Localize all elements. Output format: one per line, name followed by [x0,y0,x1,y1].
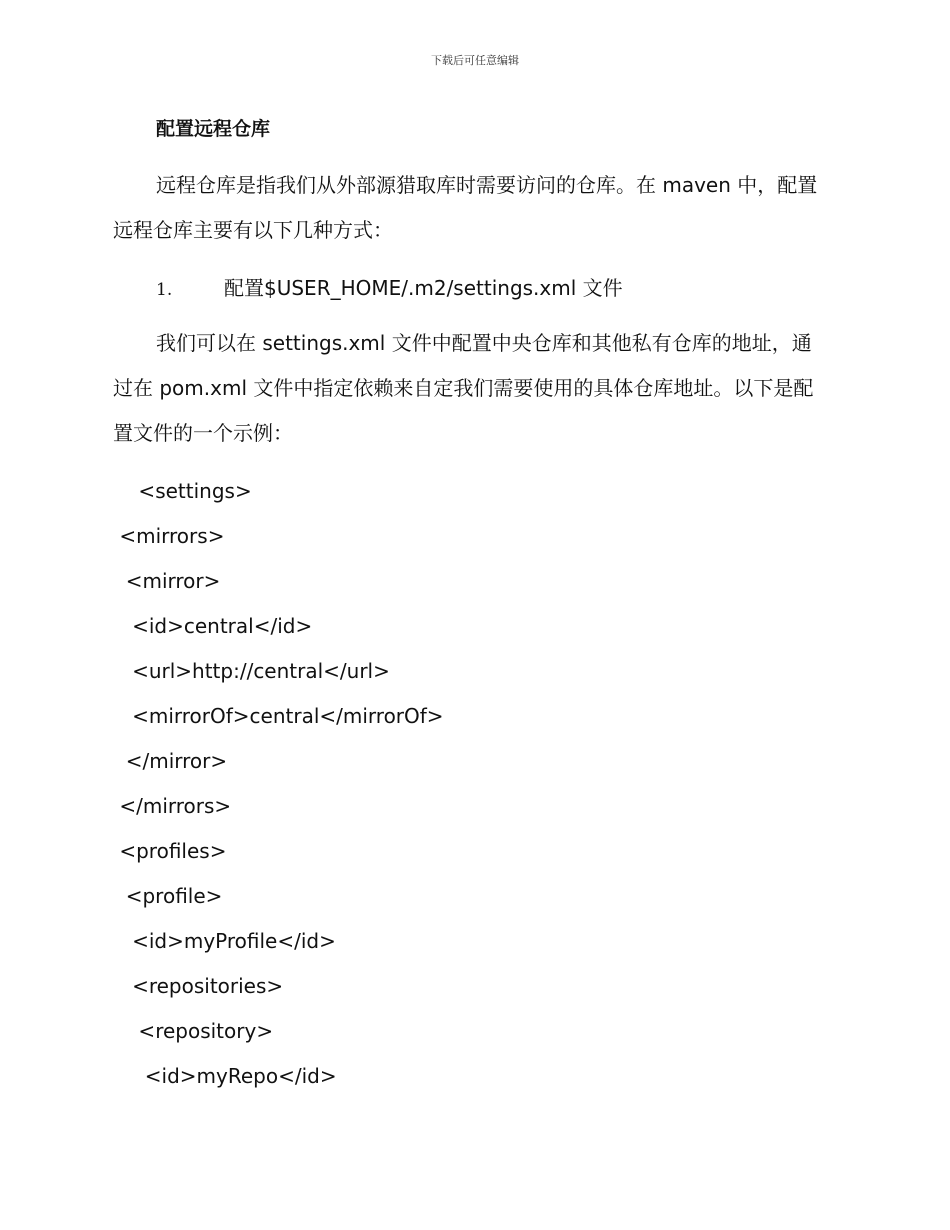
code-line: <url>http://central</url> [113,659,390,683]
code-line: <settings> [113,479,252,503]
page-header: 下载后可任意编辑 [431,54,519,67]
code-line: <id>myRepo</id> [113,1064,337,1088]
code-line: <mirrors> [113,524,225,548]
code-line: <mirror> [113,569,221,593]
code-line: <repository> [113,1019,274,1043]
code-example [113,469,444,1099]
code-line: <id>myProfile</id> [113,929,336,953]
code-line: </mirrors> [113,794,232,818]
list-item-text: 配置$USER_HOME/.m2/settings.xml 文件 [224,276,623,300]
section-heading: 配置远程仓库 [156,118,271,140]
intro-paragraph: 远程仓库是指我们从外部源猎取库时需要访问的仓库。在 maven 中，配置远程仓库主要有以下几种方式： [113,173,818,242]
list-item-number: 1. [156,280,173,300]
code-line: <id>central</id> [113,614,313,638]
settings-paragraph: 我们可以在 settings.xml 文件中配置中央仓库和其他私有仓库的地址，通过在 pom.xml 文件中指定依赖来自定我们需要使用的具体仓库地址。以下是配置文件的一个示例： [113,331,814,445]
code-line: <profile> [113,884,223,908]
code-line: <repositories> [113,974,284,998]
code-line: <mirrorOf>central</mirrorOf> [113,704,444,728]
code-line: <profiles> [113,839,227,863]
code-line: </mirror> [113,749,228,773]
numbered-list-item [156,266,623,313]
